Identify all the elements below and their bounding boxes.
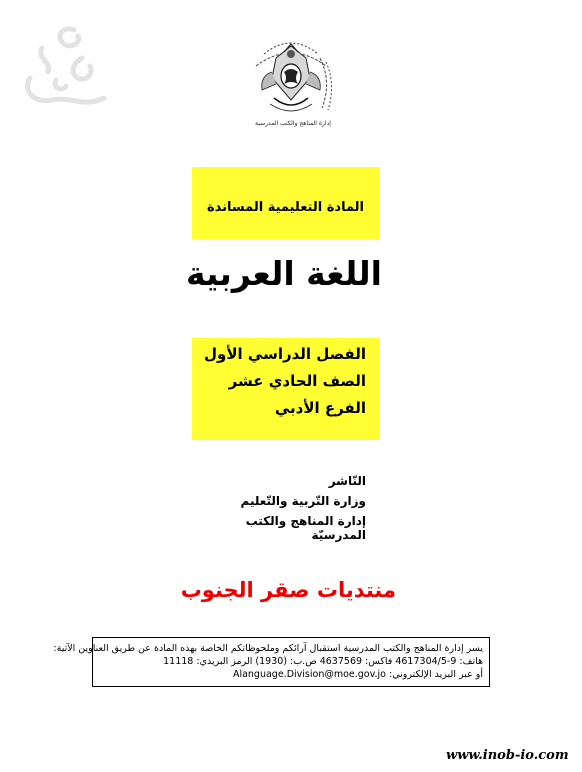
- contact-email: أو عبر البريد الإلكتروني: Alanguage.Division@moe.gov.jo: [232, 669, 483, 680]
- contact-phone-fax: هاتف: 9-4617304/5 فاكس: 4637569 ص.ب: (1930) الرمز البريدي: 11118: [163, 656, 483, 667]
- subject-label: المادة التعليمية المساندة: [206, 200, 364, 215]
- site-url-link[interactable]: www.inob-io.com: [446, 748, 569, 763]
- directorate-name: إدارة المناهج والكتب المدرسيّة: [245, 514, 366, 542]
- branch-label: الفرع الأدبي: [274, 399, 366, 417]
- term-label: الفصل الدراسي الأول: [204, 345, 366, 363]
- publisher-heading: النّاشر: [328, 474, 366, 488]
- forum-name: منتديات صقر الجنوب: [180, 578, 396, 602]
- jordan-emblem-logo: [246, 38, 336, 126]
- ministry-name: وزارة التّربية والتّعليم: [240, 494, 366, 508]
- contact-info-box: [53, 637, 490, 687]
- emblem-caption: إدارة المناهج والكتب المدرسية: [255, 120, 331, 127]
- book-title: اللغة العربية: [185, 254, 382, 293]
- grade-label: الصف الحادي عشر: [228, 372, 366, 390]
- contact-intro: يسر إدارة المناهج والكتب المدرسية استقبال آرائكم وملحوظاتكم الخاصة بهذه المادة عن طريق العناوين الآتية:: [53, 643, 483, 654]
- calligraphy-watermark-logo: [12, 18, 116, 122]
